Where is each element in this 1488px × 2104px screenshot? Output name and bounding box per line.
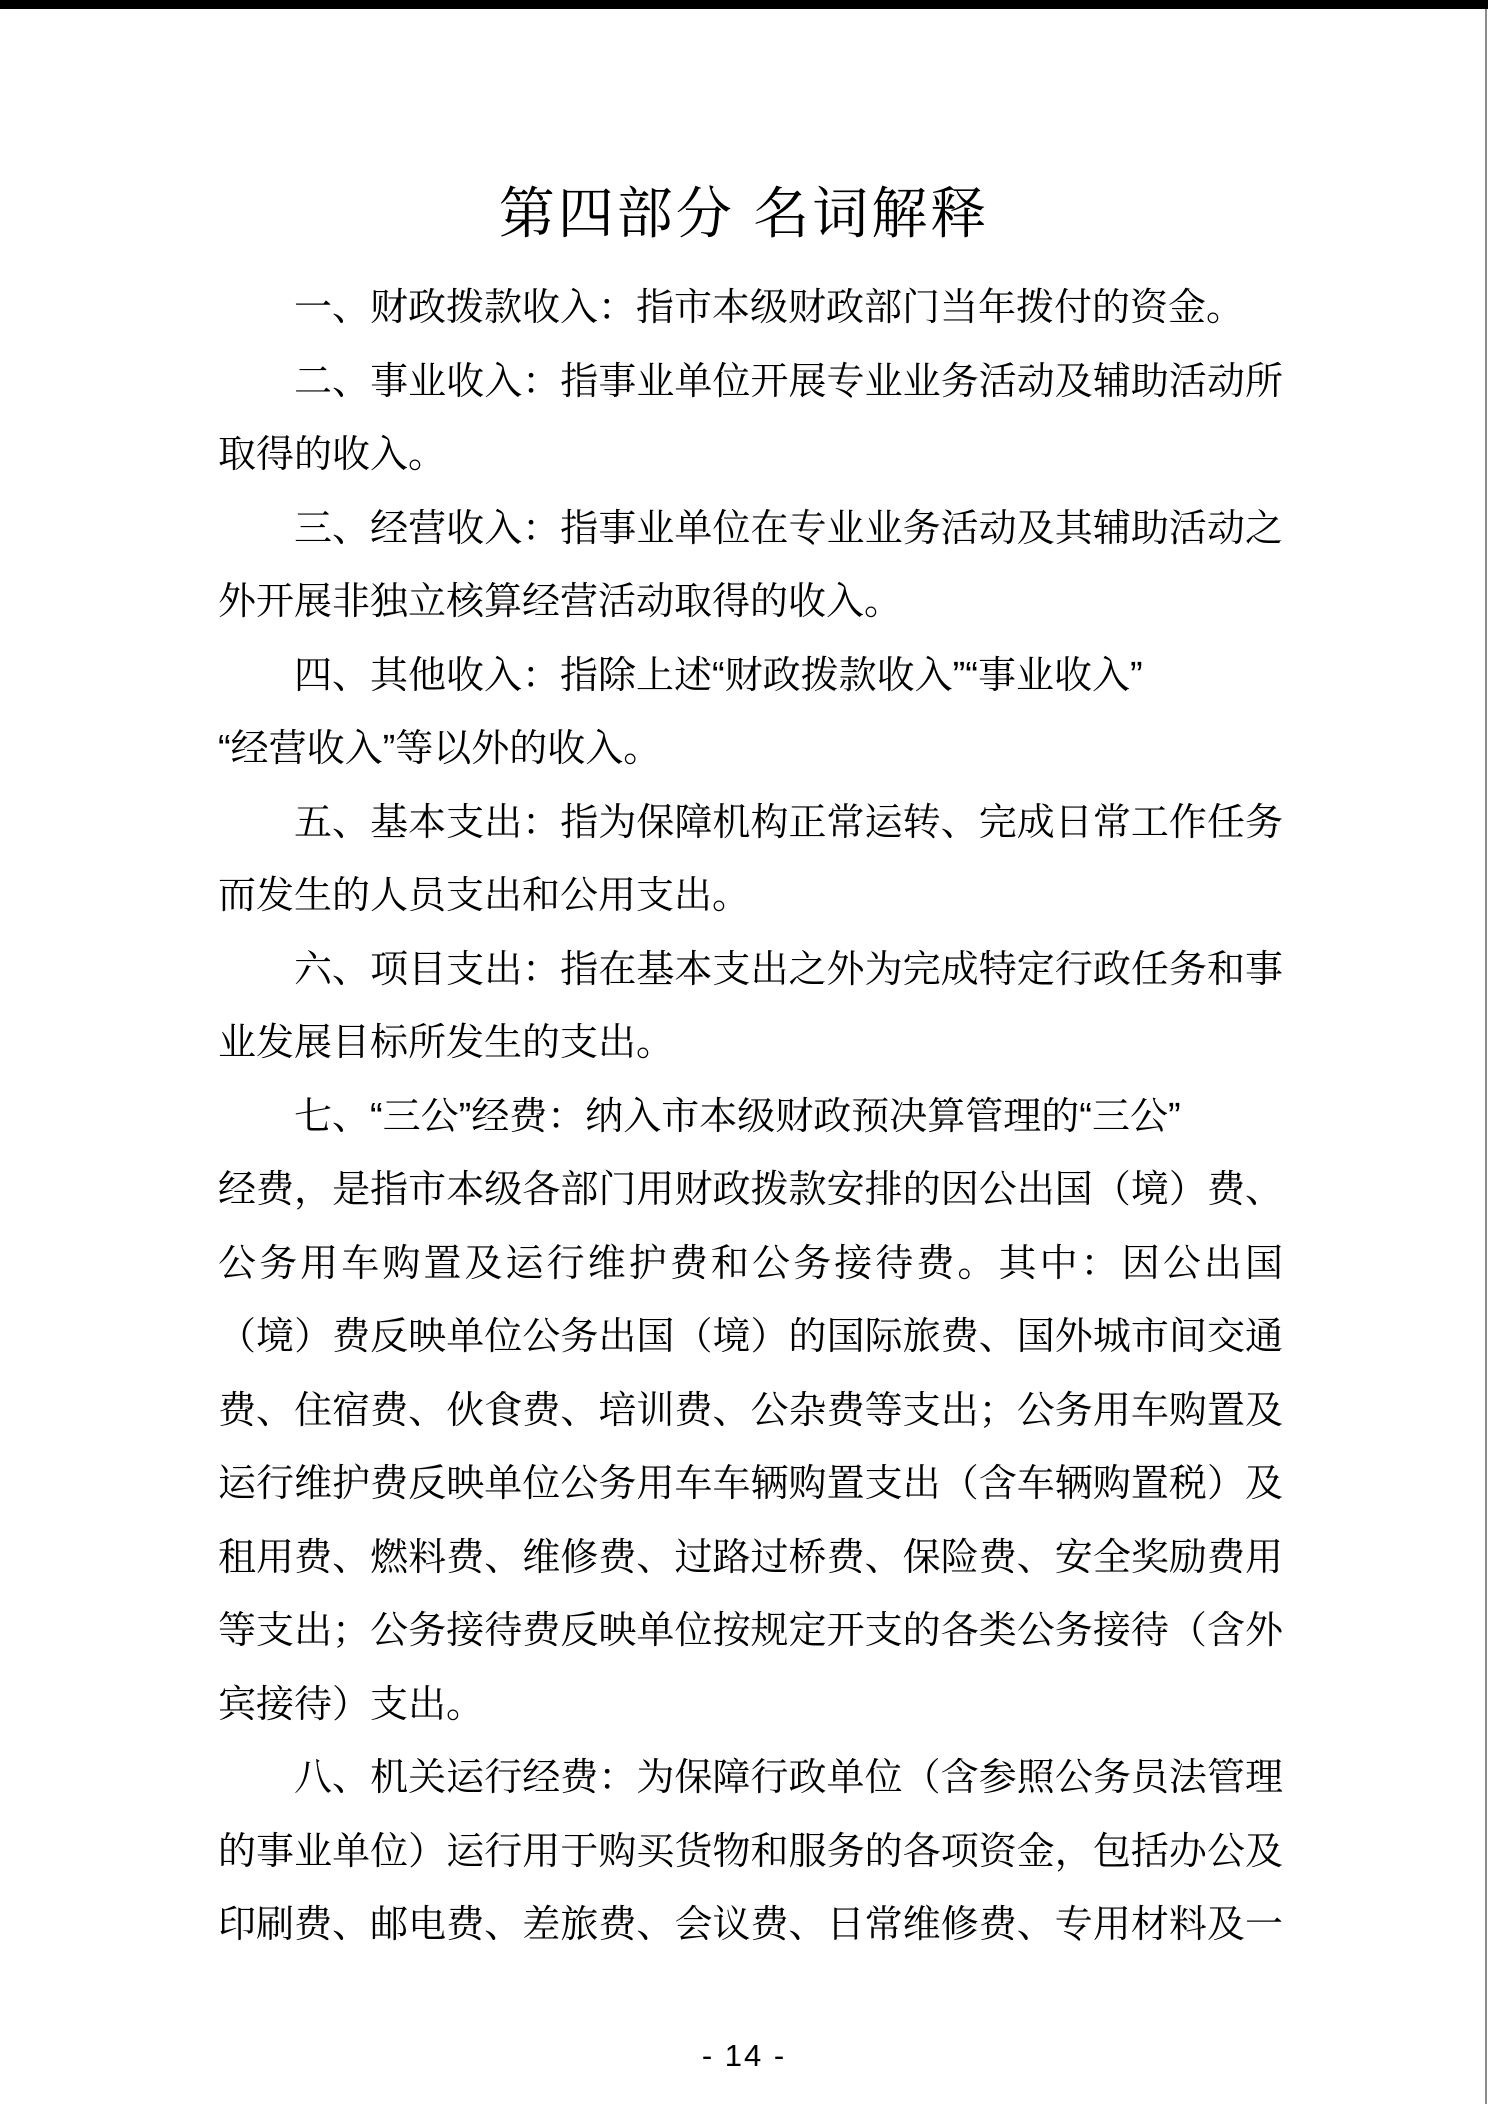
- paragraph: [218, 787, 1283, 934]
- text-line: “经营收入”等以外的收入。: [218, 728, 662, 770]
- paragraph: [218, 1081, 1283, 1743]
- page-number: - 14 -: [701, 2038, 787, 2073]
- body-text: [218, 272, 1283, 1963]
- text-line: 印刷费、邮电费、差旅费、会议费、日常维修费、专用材料及一: [218, 1904, 1283, 1946]
- paragraph: [218, 640, 1283, 787]
- text-line: 六、项目支出：指在基本支出之外为完成特定行政任务和事: [294, 948, 1283, 991]
- text-line: 取得的收入。: [218, 434, 447, 476]
- paragraph: [218, 272, 1283, 346]
- paragraph: [218, 346, 1283, 493]
- page-title: 第四部分 名词解释: [498, 181, 990, 245]
- text-line: 宾接待）支出。: [218, 1683, 485, 1726]
- text-line: 三、经营收入：指事业单位在专业业务活动及其辅助活动之: [294, 507, 1283, 550]
- text-line: 经费，是指市本级各部门用财政拨款安排的因公出国（境）费、: [218, 1169, 1283, 1211]
- text-line: 而发生的人员支出和公用支出。: [218, 875, 751, 917]
- text-line: （境）费反映单位公务出国（境）的国际旅费、国外城市间交通: [218, 1316, 1283, 1358]
- paragraph: [218, 493, 1283, 640]
- text-line: 五、基本支出：指为保障机构正常运转、完成日常工作任务: [294, 801, 1283, 844]
- text-line: 七、“三公”经费：纳入市本级财政预决算管理的“三公”: [294, 1095, 1181, 1138]
- text-line: 外开展非独立核算经营活动取得的收入。: [218, 581, 903, 623]
- scan-right-edge-artifact: [1485, 9, 1487, 2104]
- text-line: 八、机关运行经费：为保障行政单位（含参照公务员法管理: [294, 1757, 1283, 1799]
- text-line: 运行维护费反映单位公务用车车辆购置支出（含车辆购置税）及: [218, 1463, 1283, 1505]
- paragraph: [218, 934, 1283, 1081]
- text-line: 费、住宿费、伙食费、培训费、公杂费等支出；公务用车购置及: [218, 1389, 1283, 1432]
- text-line: 等支出；公务接待费反映单位按规定开支的各类公务接待（含外: [218, 1610, 1283, 1652]
- text-line: 四、其他收入：指除上述“财政拨款收入”“事业收入”: [294, 654, 1143, 697]
- paragraph: [218, 1742, 1283, 1963]
- text-line: 租用费、燃料费、维修费、过路过桥费、保险费、安全奖励费用: [218, 1536, 1283, 1579]
- text-line: 公务用车购置及运行维护费和公务接待费。其中：因公出国: [218, 1242, 1283, 1285]
- text-line: 一、财政拨款收入：指市本级财政部门当年拨付的资金。: [294, 287, 1245, 329]
- scan-top-edge-artifact: [0, 0, 1488, 9]
- text-line: 二、事业收入：指事业单位开展专业业务活动及辅助活动所: [294, 360, 1283, 403]
- text-line: 的事业单位）运行用于购买货物和服务的各项资金，包括办公及: [218, 1830, 1283, 1873]
- text-line: 业发展目标所发生的支出。: [218, 1022, 675, 1064]
